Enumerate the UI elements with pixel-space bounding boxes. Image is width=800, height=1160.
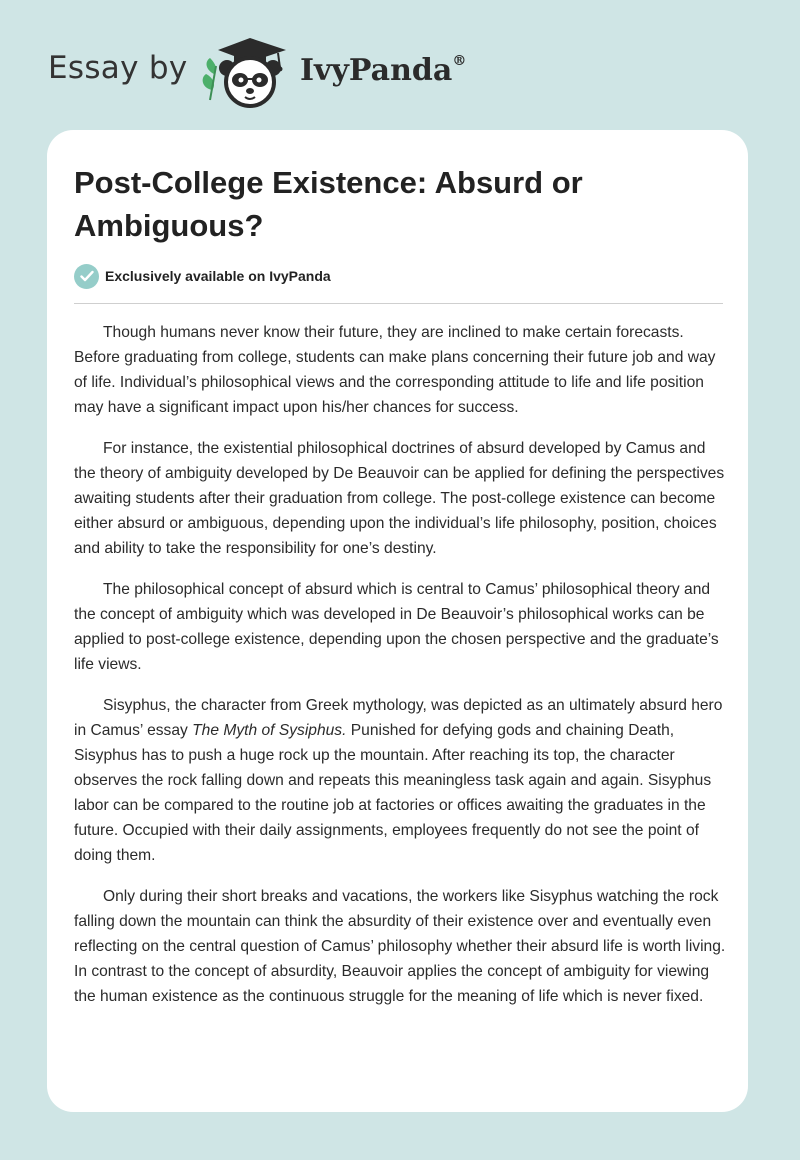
brand-name[interactable] (300, 53, 466, 88)
registered-mark: ® (452, 53, 467, 69)
divider (74, 303, 723, 304)
paragraph: The philosophical concept of absurd which is central to Camus’ philosophical theory and the concept of ambiguity which was developed in De Beauvoir’s philosophical works can be applied to post-college existence, depending upon the chosen perspective and the graduate’s life views. (74, 581, 719, 673)
checkmark-circle-icon (74, 264, 99, 289)
article-title: Post-College Existence: Absurd or Ambiguous? (74, 165, 583, 243)
leaf-icon (203, 58, 216, 100)
paragraph: Only during their short breaks and vacations, the workers like Sisyphus watching the rock falling down the mountain can think the absurdity of their existence over and eventually even reflecting on the central question of Camus’ philosophy whether their absurd life is worth living. In contrast to the concept of absurdity, Beauvoir applies the concept of ambiguity for viewing the human existence as the continuous struggle for the meaning of life which is never fixed. (74, 888, 726, 1005)
brand-text: IvyPanda (300, 53, 453, 88)
paragraph-text: Sisyphus, the character from Greek mythology, was depicted as an ultimately absurd hero in Camus’ essay (74, 697, 723, 739)
essay-by-label: Essay by (48, 50, 188, 86)
article-body (74, 320, 726, 1025)
paragraph: Though humans never know their future, they are inclined to make certain forecasts. Before graduating from college, students can make plans concerning their future job and way of life. Individual’s philosophical views and the corresponding attitude to life and life position may have a significant impact upon his/her chances for success. (74, 324, 716, 416)
site-header (0, 0, 800, 130)
article-card (47, 130, 748, 1112)
book-title: The Myth of Sysiphus. (192, 722, 347, 739)
exclusive-badge-label: Exclusively available on IvyPanda (105, 268, 331, 284)
exclusive-badge (74, 263, 331, 289)
paragraph: For instance, the existential philosophical doctrines of absurd developed by Camus and the theory of ambiguity developed by De Beauvoir can be applied for defining the perspectives awaiting students after their graduation from college. The post-college existence can become either absurd or ambiguous, depending upon the individual’s life philosophy, position, choices and ability to take the responsibility for one’s destiny. (74, 440, 725, 557)
paragraph (74, 693, 726, 868)
panda-graduation-cap-icon[interactable] (200, 34, 296, 110)
paragraph-text: Punished for defying gods and chaining Death, Sisyphus has to push a huge rock up the mountain. After reaching its top, the character observes the rock falling down and repeats this meaningless task again and again. Sisyphus labor can be compared to the routine job at factories or offices awaiting the graduates in the future. Occupied with their daily assignments, employees frequently do not see the point of doing them. (74, 722, 712, 864)
